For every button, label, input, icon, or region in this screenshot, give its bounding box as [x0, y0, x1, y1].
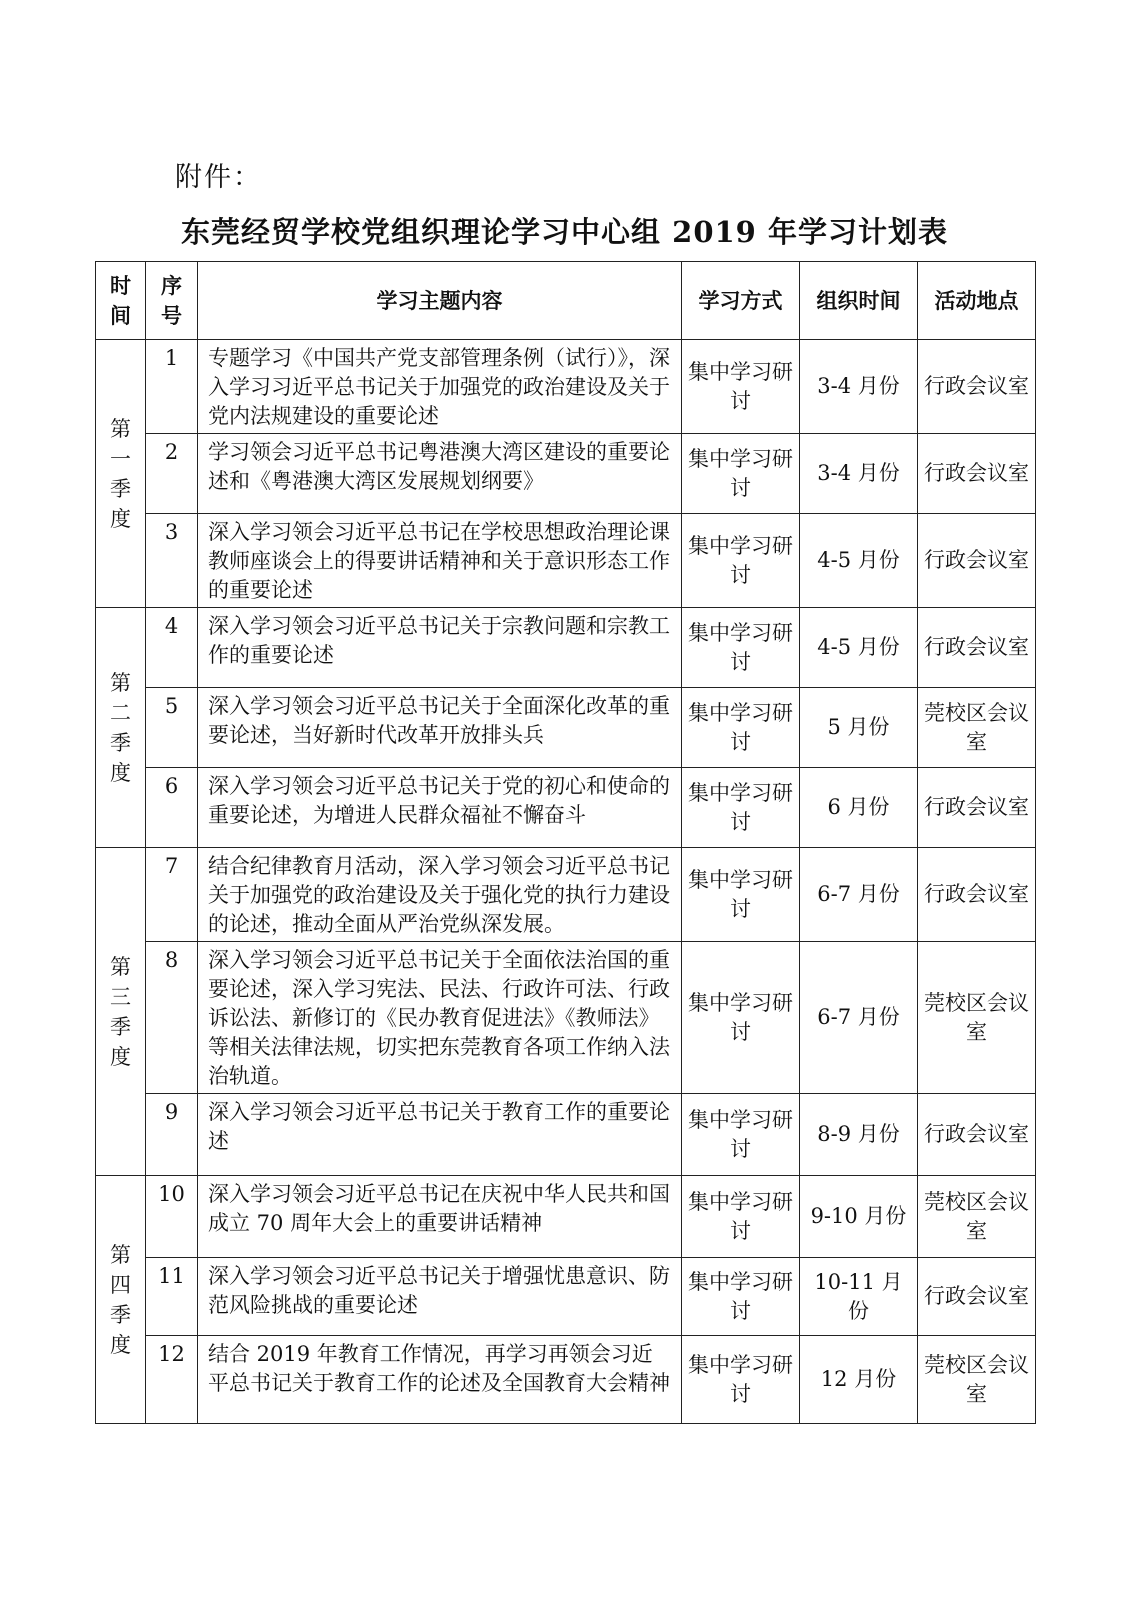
- seq-cell: 7: [146, 848, 198, 942]
- org-time-cell: 6-7 月份: [800, 848, 918, 942]
- seq-cell: 1: [146, 340, 198, 434]
- method-cell: 集中学习研讨: [682, 942, 800, 1094]
- org-time-cell: 3-4 月份: [800, 434, 918, 514]
- attachment-label: 附件：: [175, 162, 262, 193]
- topic-cell: 深入学习领会习近平总书记关于增强忧患意识、防范风险挑战的重要论述: [198, 1258, 682, 1336]
- topic-cell: 深入学习领会习近平总书记关于党的初心和使命的重要论述，为增进人民群众福祉不懈奋斗: [198, 768, 682, 848]
- document-title: 东莞经贸学校党组织理论学习中心组 2019 年学习计划表: [181, 215, 948, 249]
- location-cell: 行政会议室: [918, 768, 1036, 848]
- table-row: [96, 768, 1036, 848]
- table-row: [96, 1176, 1036, 1258]
- table-row: [96, 942, 1036, 1094]
- table-row: [96, 688, 1036, 768]
- seq-cell: 9: [146, 1094, 198, 1176]
- table-row: [96, 434, 1036, 514]
- seq-cell: 3: [146, 514, 198, 608]
- table-row: [96, 1336, 1036, 1424]
- org-time-cell: 6 月份: [800, 768, 918, 848]
- org-time-cell: 9-10 月份: [800, 1176, 918, 1258]
- seq-cell: 4: [146, 608, 198, 688]
- location-cell: 行政会议室: [918, 434, 1036, 514]
- org-time-cell: 10-11 月份: [800, 1258, 918, 1336]
- location-cell: 行政会议室: [918, 848, 1036, 942]
- method-cell: 集中学习研讨: [682, 768, 800, 848]
- seq-cell: 12: [146, 1336, 198, 1424]
- org-time-cell: 4-5 月份: [800, 514, 918, 608]
- topic-cell: 深入学习领会习近平总书记在庆祝中华人民共和国成立 70 周年大会上的重要讲话精神: [198, 1176, 682, 1258]
- topic-cell: 深入学习领会习近平总书记关于全面依法治国的重要论述，深入学习宪法、民法、行政许可法、行政诉讼法、新修订的《民办教育促进法》《教师法》等相关法律法规，切实把东莞教育各项工作纳入法治轨道。: [198, 942, 682, 1094]
- location-cell: 莞校区会议室: [918, 1176, 1036, 1258]
- table-row: [96, 608, 1036, 688]
- org-time-cell: 6-7 月份: [800, 942, 918, 1094]
- location-cell: 行政会议室: [918, 608, 1036, 688]
- topic-cell: 结合纪律教育月活动，深入学习领会习近平总书记关于加强党的政治建设及关于强化党的执行力建设的论述，推动全面从严治党纵深发展。: [198, 848, 682, 942]
- table-row: [96, 514, 1036, 608]
- method-cell: 集中学习研讨: [682, 340, 800, 434]
- season-cell: 第 一 季 度: [96, 340, 146, 608]
- topic-cell: 结合 2019 年教育工作情况，再学习再领会习近平总书记关于教育工作的论述及全国教育大会精神: [198, 1336, 682, 1424]
- topic-cell: 专题学习《中国共产党支部管理条例（试行）》，深入学习习近平总书记关于加强党的政治建设及关于党内法规建设的重要论述: [198, 340, 682, 434]
- season-cell: 第 四 季 度: [96, 1176, 146, 1424]
- method-cell: 集中学习研讨: [682, 1176, 800, 1258]
- location-cell: 行政会议室: [918, 1258, 1036, 1336]
- org-time-cell: 4-5 月份: [800, 608, 918, 688]
- header-method: 学习方式: [682, 262, 800, 340]
- season-cell: 第 二 季 度: [96, 608, 146, 848]
- location-cell: 莞校区会议室: [918, 1336, 1036, 1424]
- header-seq: 序 号: [146, 262, 198, 340]
- method-cell: 集中学习研讨: [682, 688, 800, 768]
- seq-cell: 2: [146, 434, 198, 514]
- topic-cell: 学习领会习近平总书记粤港澳大湾区建设的重要论述和《粤港澳大湾区发展规划纲要》: [198, 434, 682, 514]
- method-cell: 集中学习研讨: [682, 608, 800, 688]
- method-cell: 集中学习研讨: [682, 848, 800, 942]
- method-cell: 集中学习研讨: [682, 1094, 800, 1176]
- location-cell: 行政会议室: [918, 514, 1036, 608]
- study-plan-table: [95, 261, 1036, 1424]
- table-row: [96, 848, 1036, 942]
- location-cell: 行政会议室: [918, 1094, 1036, 1176]
- header-location: 活动地点: [918, 262, 1036, 340]
- header-topic: 学习主题内容: [198, 262, 682, 340]
- org-time-cell: 5 月份: [800, 688, 918, 768]
- seq-cell: 5: [146, 688, 198, 768]
- seq-cell: 11: [146, 1258, 198, 1336]
- method-cell: 集中学习研讨: [682, 1336, 800, 1424]
- topic-cell: 深入学习领会习近平总书记关于教育工作的重要论述: [198, 1094, 682, 1176]
- org-time-cell: 12 月份: [800, 1336, 918, 1424]
- table-row: [96, 1094, 1036, 1176]
- header-org-time: 组织时间: [800, 262, 918, 340]
- method-cell: 集中学习研讨: [682, 514, 800, 608]
- topic-cell: 深入学习领会习近平总书记关于全面深化改革的重要论述，当好新时代改革开放排头兵: [198, 688, 682, 768]
- org-time-cell: 8-9 月份: [800, 1094, 918, 1176]
- location-cell: 莞校区会议室: [918, 688, 1036, 768]
- seq-cell: 10: [146, 1176, 198, 1258]
- location-cell: 行政会议室: [918, 340, 1036, 434]
- location-cell: 莞校区会议室: [918, 942, 1036, 1094]
- seq-cell: 8: [146, 942, 198, 1094]
- table-row: [96, 340, 1036, 434]
- org-time-cell: 3-4 月份: [800, 340, 918, 434]
- topic-cell: 深入学习领会习近平总书记在学校思想政治理论课教师座谈会上的得要讲话精神和关于意识形态工作的重要论述: [198, 514, 682, 608]
- season-cell: 第 三 季 度: [96, 848, 146, 1176]
- method-cell: 集中学习研讨: [682, 1258, 800, 1336]
- table-header-row: [96, 262, 1036, 340]
- method-cell: 集中学习研讨: [682, 434, 800, 514]
- table-row: [96, 1258, 1036, 1336]
- topic-cell: 深入学习领会习近平总书记关于宗教问题和宗教工作的重要论述: [198, 608, 682, 688]
- seq-cell: 6: [146, 768, 198, 848]
- header-time: 时 间: [96, 262, 146, 340]
